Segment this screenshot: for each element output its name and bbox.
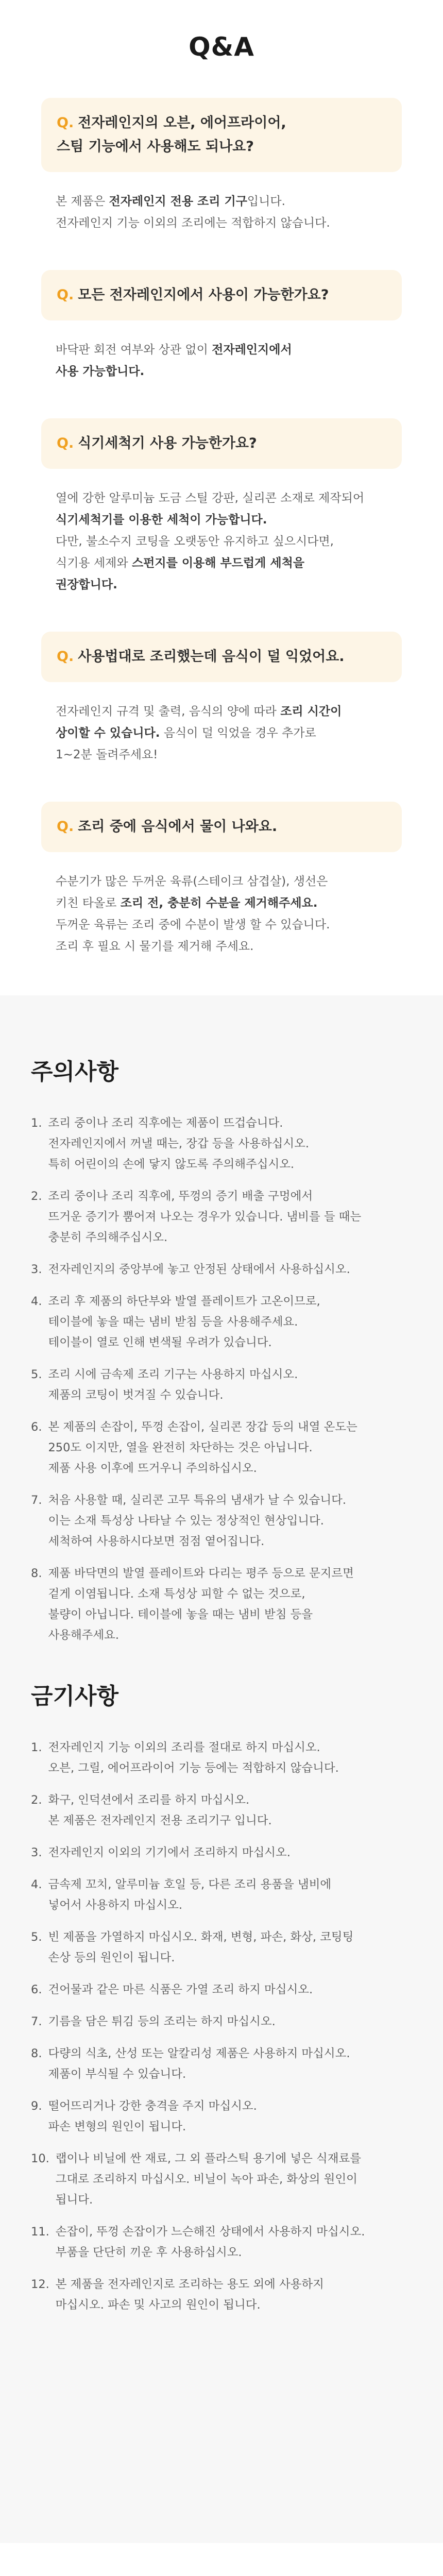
item-line: 처음 사용할 때, 실리콘 고무 특유의 냄새가 날 수 있습니다. — [48, 1494, 347, 1507]
answer-emphasis: 권장합니다. — [56, 578, 117, 591]
question-line — [57, 815, 386, 839]
item-number: 5. — [31, 1368, 42, 1381]
item-number: 9. — [31, 2099, 42, 2113]
item-text — [48, 2011, 412, 2032]
answer-emphasis: 사용 가능합니다. — [56, 365, 145, 378]
answer-line — [56, 722, 387, 744]
item-text — [56, 2148, 412, 2210]
item-line: 전자레인지 이외의 기기에서 조리하지 마십시오. — [48, 1846, 291, 1859]
item-text — [48, 2043, 412, 2084]
item-line: 넣어서 사용하지 마십시오. — [48, 1899, 183, 1912]
item-text — [48, 1563, 412, 1646]
prohibition-item — [31, 2222, 412, 2263]
item-text — [48, 1490, 412, 1552]
question-line — [57, 432, 386, 455]
prohibition-item — [31, 2096, 412, 2137]
question-box — [41, 802, 402, 852]
item-line: 화구, 인덕션에서 조리를 하지 마십시오. — [48, 1793, 250, 1807]
answer-text — [41, 852, 402, 957]
caution-item — [31, 1113, 412, 1175]
answer-emphasis: 조리 시간이 — [280, 705, 342, 718]
answer-line — [56, 361, 387, 382]
item-text — [48, 1842, 412, 1863]
item-line: 제품 사용 이후에 뜨거우니 주의하십시오. — [48, 1462, 257, 1475]
item-number: 1. — [31, 1116, 42, 1130]
question-line — [57, 135, 386, 159]
item-number: 4. — [31, 1295, 42, 1308]
caution-item — [31, 1490, 412, 1552]
item-text — [48, 1364, 412, 1405]
answer-line — [56, 191, 387, 212]
item-line: 조리 중이나 조리 직후에, 뚜껑의 증기 배출 구멍에서 — [48, 1190, 313, 1203]
item-number: 1. — [31, 1741, 42, 1754]
answer-emphasis: 상이할 수 있습니다. — [56, 726, 160, 740]
caution-item — [31, 1186, 412, 1248]
item-line: 불량이 아닙니다. 테이블에 놓을 때는 냄비 받침 등을 — [48, 1608, 313, 1621]
item-number: 6. — [31, 1983, 42, 1996]
question-line — [57, 111, 386, 135]
answer-segment: 1~2분 돌려주세요! — [56, 748, 158, 761]
answer-segment: 전자레인지 기능 이외의 조리에는 적합하지 않습니다. — [56, 216, 330, 230]
qa-item — [41, 632, 402, 766]
prohibitions-title: 금기사항 — [31, 1683, 119, 1709]
item-line: 조리 시에 금속제 조리 기구는 사용하지 마십시오. — [48, 1368, 298, 1381]
answer-emphasis: 전자레인지 전용 조리 기구 — [109, 195, 247, 208]
item-number: 2. — [31, 1793, 42, 1807]
prohibition-item — [31, 1979, 412, 2000]
item-line: 조리 후 제품의 하단부와 발열 플레이트가 고온이므로, — [48, 1295, 320, 1308]
answer-text — [41, 682, 402, 766]
prohibition-item — [31, 1842, 412, 1863]
answer-line — [56, 552, 387, 574]
answer-line — [56, 531, 387, 552]
item-number: 12. — [31, 2278, 49, 2291]
question-line — [57, 645, 386, 669]
answer-segment: 바닥판 회전 여부와 상관 없이 — [56, 343, 212, 357]
answer-segment: 열에 강한 알루미늄 도금 스틸 강판, 실리콘 소재로 제작되어 — [56, 492, 365, 505]
answer-emphasis: 전자레인지에서 — [212, 343, 292, 357]
item-line: 본 제품의 손잡이, 뚜껑 손잡이, 실리콘 장갑 등의 내열 온도는 — [48, 1420, 357, 1434]
answer-segment: 전자레인지 규격 및 출력, 음식의 양에 따라 — [56, 705, 281, 718]
question-mark: Q. — [57, 435, 74, 451]
item-number: 10. — [31, 2152, 49, 2165]
item-line: 전자레인지에서 꺼낼 때는, 장갑 등을 사용하십시오. — [48, 1137, 309, 1150]
item-text — [48, 1927, 412, 1968]
item-line: 파손 변형의 원인이 됩니다. — [48, 2120, 186, 2133]
answer-text — [41, 469, 402, 596]
answer-line — [56, 892, 387, 914]
question-text: 식기세척기 사용 가능한가요? — [78, 435, 257, 451]
prohibition-item — [31, 2011, 412, 2032]
qa-list — [41, 98, 402, 957]
answer-segment: 키친 타올로 — [56, 896, 121, 910]
answer-text — [41, 320, 402, 382]
question-text: 스팀 기능에서 사용해도 되나요? — [57, 139, 254, 155]
question-line — [57, 283, 386, 307]
answer-emphasis: 조리 전, 충분히 수분을 제거해주세요. — [120, 896, 318, 910]
prohibition-item — [31, 2148, 412, 2210]
question-text: 전자레인지의 오븐, 에어프라이어, — [78, 115, 286, 131]
item-text — [48, 1291, 412, 1353]
answer-line — [56, 487, 387, 509]
item-line: 본 제품은 전자레인지 전용 조리기구 입니다. — [48, 1814, 272, 1827]
caution-item — [31, 1563, 412, 1646]
item-text — [48, 1186, 412, 1248]
item-text — [56, 2274, 412, 2315]
item-number: 5. — [31, 1930, 42, 1944]
answer-line — [56, 212, 387, 234]
answer-line — [56, 914, 387, 936]
prohibition-item — [31, 1737, 412, 1778]
item-text — [48, 1113, 412, 1175]
qa-item — [41, 802, 402, 957]
item-number: 7. — [31, 1494, 42, 1507]
answer-line — [56, 744, 387, 766]
answer-text — [41, 172, 402, 234]
item-line: 전자레인지 기능 이외의 조리를 절대로 하지 마십시오. — [48, 1741, 320, 1754]
item-line: 부품을 단단히 끼운 후 사용하십시오. — [55, 2246, 242, 2259]
item-text — [48, 2096, 412, 2137]
item-number: 11. — [31, 2225, 49, 2239]
item-line: 사용해주세요. — [48, 1629, 120, 1642]
item-line: 손잡이, 뚜껑 손잡이가 느슨해진 상태에서 사용하지 마십시오. — [55, 2225, 365, 2239]
item-line: 제품 바닥면의 발열 플레이트와 다리는 평주 등으로 문지르면 — [48, 1567, 354, 1580]
item-line: 랩이나 비닐에 싼 재료, 그 외 플라스틱 용기에 넣은 식재료를 — [55, 2152, 361, 2165]
caution-item — [31, 1364, 412, 1405]
item-number: 3. — [31, 1263, 42, 1276]
item-text — [48, 1979, 412, 2000]
prohibition-item — [31, 2274, 412, 2315]
item-line: 전자레인지의 중앙부에 놓고 안정된 상태에서 사용하십시오. — [48, 1263, 350, 1276]
question-box — [41, 98, 402, 172]
item-line: 그대로 조리하지 마십시오. 비닐이 녹아 파손, 화상의 원인이 — [55, 2173, 357, 2186]
cautions-list — [31, 1113, 412, 1646]
item-number: 8. — [31, 1567, 42, 1580]
answer-segment: 입니다. — [247, 195, 285, 208]
answer-segment: 조리 후 필요 시 물기를 제거해 주세요. — [56, 940, 254, 953]
answer-segment: 식기용 세제와 — [56, 556, 132, 570]
qa-item — [41, 418, 402, 596]
item-line: 빈 제품을 가열하지 마십시오. 화재, 변형, 파손, 화상, 코팅팅 — [48, 1930, 354, 1944]
answer-line — [56, 871, 387, 892]
item-line: 오븐, 그릴, 에어프라이어 기능 등에는 적합하지 않습니다. — [48, 1761, 339, 1775]
item-line: 특히 어린이의 손에 닿지 않도록 주의해주십시오. — [48, 1158, 295, 1171]
item-text — [56, 2222, 412, 2263]
answer-segment: 음식이 덜 익었을 경우 추가로 — [160, 726, 316, 740]
answer-segment: 본 제품은 — [56, 195, 109, 208]
answer-line — [56, 574, 387, 596]
prohibition-item — [31, 1874, 412, 1916]
caution-item — [31, 1291, 412, 1353]
footer-section — [0, 2543, 443, 2576]
item-text — [48, 1737, 412, 1778]
item-line: 조리 중이나 조리 직후에는 제품이 뜨겁습니다. — [48, 1116, 283, 1130]
answer-segment: 수분기가 많은 두꺼운 육류(스테이크 삼겹살), 생선은 — [56, 875, 328, 888]
prohibition-item — [31, 1927, 412, 1968]
qa-section — [0, 0, 443, 995]
prohibition-item — [31, 2043, 412, 2084]
item-line: 떨어뜨리거나 강한 충격을 주지 마십시오. — [48, 2099, 257, 2113]
answer-segment: 두꺼운 육류는 조리 중에 수분이 발생 할 수 있습니다. — [56, 918, 330, 931]
item-line: 테이블이 열로 인해 변색될 우려가 있습니다. — [48, 1336, 272, 1349]
item-line: 제품의 코팅이 벗겨질 수 있습니다. — [48, 1388, 224, 1402]
caution-item — [31, 1417, 412, 1479]
item-text — [48, 1259, 412, 1280]
item-number: 2. — [31, 1190, 42, 1203]
answer-segment: 다만, 불소수지 코팅을 오랫동안 유지하고 싶으시다면, — [56, 535, 334, 548]
prohibitions-list — [31, 1737, 412, 2315]
question-text: 사용법대로 조리했는데 음식이 덜 익었어요. — [78, 649, 345, 665]
item-line: 제품이 부식될 수 있습니다. — [48, 2067, 186, 2081]
item-line: 세척하여 사용하시다보면 점점 옅어집니다. — [48, 1535, 265, 1548]
item-text — [48, 1790, 412, 1831]
item-line: 금속제 꼬치, 알루미늄 호일 등, 다른 조리 용품을 냄비에 — [48, 1878, 332, 1891]
item-line: 기름을 담은 튀김 등의 조리는 하지 마십시오. — [48, 2015, 276, 2028]
item-line: 다량의 식초, 산성 또는 알칼리성 제품은 사용하지 마십시오. — [48, 2047, 350, 2060]
question-box — [41, 632, 402, 682]
item-line: 마십시오. 파손 및 사고의 원인이 됩니다. — [55, 2298, 261, 2312]
answer-emphasis: 식기세척기를 이용한 세척이 가능합니다. — [56, 513, 267, 527]
item-line: 겉게 이염됩니다. 소재 특성상 피할 수 없는 것으로, — [48, 1587, 305, 1601]
answer-emphasis: 스펀지를 이용해 부드럽게 세척을 — [131, 556, 305, 570]
item-line: 뜨거운 증기가 뿜어져 나오는 경우가 있습니다. 냄비를 들 때는 — [48, 1210, 362, 1224]
notice-section — [0, 995, 443, 2543]
item-line: 됩니다. — [55, 2193, 93, 2207]
answer-line — [56, 509, 387, 531]
item-line: 테이블에 놓을 때는 냄비 받침 등을 사용해주세요. — [48, 1315, 298, 1329]
caution-item — [31, 1259, 412, 1280]
item-number: 7. — [31, 2015, 42, 2028]
item-number: 3. — [31, 1846, 42, 1859]
qa-item — [41, 98, 402, 234]
item-text — [48, 1417, 412, 1479]
question-mark: Q. — [57, 649, 74, 665]
item-text — [48, 1874, 412, 1916]
question-box — [41, 270, 402, 320]
cautions-title: 주의사항 — [31, 1059, 119, 1085]
answer-line — [56, 339, 387, 361]
item-number: 6. — [31, 1420, 42, 1434]
qa-item — [41, 270, 402, 382]
item-line: 건어물과 같은 마른 식품은 가열 조리 하지 마십시오. — [48, 1983, 313, 1996]
question-text: 조리 중에 음식에서 물이 나와요. — [78, 819, 278, 835]
prohibition-item — [31, 1790, 412, 1831]
question-mark: Q. — [57, 115, 74, 131]
answer-line — [56, 936, 387, 957]
question-text: 모든 전자레인지에서 사용이 가능한가요? — [78, 287, 329, 303]
qa-title: Q&A — [189, 32, 254, 62]
question-mark: Q. — [57, 819, 74, 835]
item-line: 손상 등의 원인이 됩니다. — [48, 1951, 175, 1964]
item-number: 4. — [31, 1878, 42, 1891]
item-line: 이는 소재 특성상 나타날 수 있는 정상적인 현상입니다. — [48, 1514, 324, 1528]
item-line: 충분히 주의해주십시오. — [48, 1231, 168, 1244]
item-number: 8. — [31, 2047, 42, 2060]
answer-line — [56, 701, 387, 722]
item-line: 본 제품을 전자레인지로 조리하는 용도 외에 사용하지 — [55, 2278, 324, 2291]
question-mark: Q. — [57, 287, 74, 303]
item-line: 250도 이지만, 열을 완전히 차단하는 것은 아닙니다. — [48, 1441, 313, 1454]
question-box — [41, 418, 402, 469]
